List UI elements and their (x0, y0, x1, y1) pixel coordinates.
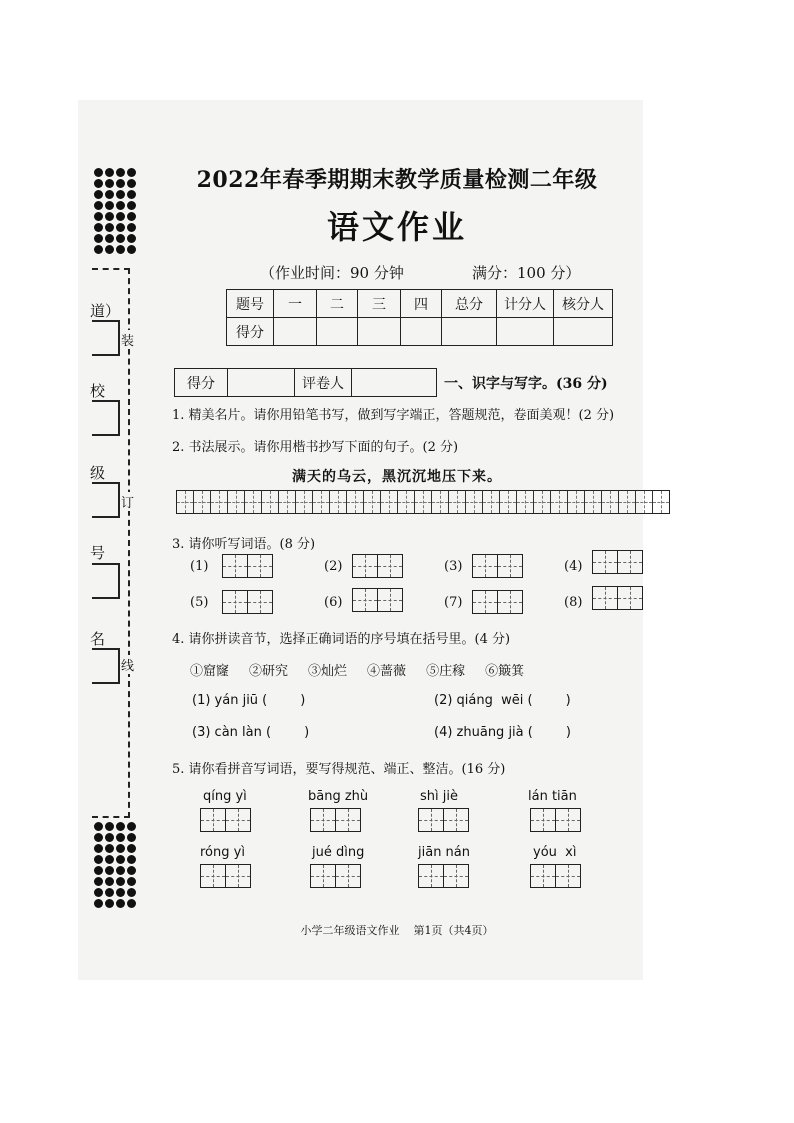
handwriting-cell[interactable] (619, 491, 636, 513)
grader-score-label: 得分 (175, 369, 228, 397)
dictation-label: (1) (190, 559, 209, 574)
pinyin-write-box[interactable] (530, 808, 581, 832)
section-1-title: 一、识字与写字。(36 分) (444, 376, 608, 392)
score-cell[interactable] (554, 318, 613, 346)
binding-char-xian: 线 (121, 655, 134, 674)
time-info: （作业时间：90 分钟 (260, 264, 404, 282)
dictation-box[interactable] (472, 590, 523, 614)
binding-dot (116, 833, 125, 842)
pinyin-write-box[interactable] (310, 864, 361, 888)
binding-char-ding: 订 (121, 492, 134, 511)
side-label-class: 级 (90, 464, 106, 482)
side-box-number[interactable] (92, 563, 120, 599)
binding-dot (127, 866, 136, 875)
handwriting-cell[interactable] (228, 491, 245, 513)
handwriting-cell[interactable] (500, 491, 517, 513)
word-option: ①窟窿 (190, 664, 230, 679)
score-header-cell: 一 (274, 290, 317, 318)
dictation-box[interactable] (592, 586, 643, 610)
score-row-label: 得分 (227, 318, 274, 346)
handwriting-cell[interactable] (517, 491, 534, 513)
score-header-cell: 四 (401, 290, 442, 318)
pinyin-write-box[interactable] (200, 808, 251, 832)
side-box-class[interactable] (92, 482, 120, 518)
dictation-label: (8) (564, 595, 583, 610)
binding-dot (105, 899, 114, 908)
exam-title: 2022年春季期期末教学质量检测二年级 (196, 167, 598, 193)
handwriting-cell[interactable] (262, 491, 279, 513)
handwriting-cell[interactable] (551, 491, 568, 513)
handwriting-cell[interactable] (653, 491, 669, 513)
dictation-box[interactable] (592, 550, 643, 574)
question-5: 5. 请你看拼音写词语，要写得规范、端正、整洁。(16 分) (172, 762, 506, 777)
binding-dot (127, 822, 136, 831)
score-cell[interactable] (497, 318, 554, 346)
binding-dot (127, 844, 136, 853)
score-header-cell: 题号 (227, 290, 274, 318)
handwriting-cell[interactable] (585, 491, 602, 513)
binding-dot (94, 855, 103, 864)
binding-dot (116, 899, 125, 908)
binding-dots-bottom (94, 822, 136, 908)
score-header-cell: 计分人 (497, 290, 554, 318)
side-box-road[interactable] (92, 320, 120, 356)
binding-dot (105, 855, 114, 864)
handwriting-cell[interactable] (313, 491, 330, 513)
pinyin-prompt: qíng yì (203, 789, 247, 804)
pinyin-blank-item[interactable]: (3) càn làn ( ) (192, 725, 310, 740)
dictation-label: (7) (444, 595, 463, 610)
side-label-school: 校 (90, 382, 106, 400)
binding-dot (105, 844, 114, 853)
binding-dot (116, 822, 125, 831)
binding-dot (127, 888, 136, 897)
dictation-box[interactable] (352, 554, 403, 578)
side-box-school[interactable] (92, 400, 120, 436)
handwriting-cell[interactable] (296, 491, 313, 513)
grader-reviewer-cell[interactable] (352, 369, 437, 397)
score-header-cell: 总分 (442, 290, 497, 318)
pinyin-write-box[interactable] (200, 864, 251, 888)
question-2: 2. 书法展示。请你用楷书抄写下面的句子。(2 分) (172, 440, 459, 455)
binding-dot (94, 844, 103, 853)
handwriting-cell[interactable] (347, 491, 364, 513)
pinyin-write-box[interactable] (418, 864, 469, 888)
binding-dot (94, 888, 103, 897)
handwriting-cell[interactable] (449, 491, 466, 513)
word-options (190, 660, 524, 679)
score-table (226, 289, 613, 346)
score-cell[interactable] (317, 318, 358, 346)
binding-dot (116, 844, 125, 853)
pinyin-blank-item[interactable]: (2) qiáng wēi ( ) (434, 693, 571, 708)
handwriting-cell[interactable] (466, 491, 483, 513)
handwriting-cell[interactable] (194, 491, 211, 513)
word-option: ⑥簸箕 (485, 664, 525, 679)
exam-subject: 语文作业 (326, 208, 467, 246)
binding-dot (116, 855, 125, 864)
pinyin-write-box[interactable] (530, 864, 581, 888)
binding-dot (105, 888, 114, 897)
grader-reviewer-label: 评卷人 (295, 369, 352, 397)
handwriting-cell[interactable] (415, 491, 432, 513)
word-option: ④蔷薇 (367, 664, 407, 679)
score-cell[interactable] (442, 318, 497, 346)
handwriting-cell[interactable] (636, 491, 653, 513)
dictation-label: (3) (444, 559, 463, 574)
handwriting-cell[interactable] (534, 491, 551, 513)
binding-dot (94, 877, 103, 886)
pinyin-prompt: bāng zhù (308, 789, 369, 804)
page-footer: 小学二年级语文作业 第1页（共4页） (300, 924, 494, 937)
pinyin-prompt: shì jiè (420, 789, 458, 804)
binding-dot (116, 866, 125, 875)
binding-dot (94, 833, 103, 842)
pinyin-write-box[interactable] (418, 808, 469, 832)
dictation-box[interactable] (352, 588, 403, 612)
pinyin-prompt: róng yì (200, 845, 245, 860)
pinyin-prompt: jué dìng (312, 845, 365, 860)
binding-dot (94, 866, 103, 875)
handwriting-cell[interactable] (568, 491, 585, 513)
score-table-score-row (227, 318, 613, 346)
binding-char-zhuang: 装 (121, 330, 134, 349)
binding-dot (105, 877, 114, 886)
dictation-box[interactable] (222, 590, 273, 614)
handwriting-cell[interactable] (381, 491, 398, 513)
side-label-road: 道） (90, 302, 121, 320)
score-header-cell: 三 (358, 290, 401, 318)
side-label-name: 名 (90, 630, 106, 648)
pinyin-prompt: lán tiān (528, 789, 577, 804)
score-cell[interactable] (358, 318, 401, 346)
dictation-box[interactable] (472, 554, 523, 578)
question-4: 4. 请你拼读音节，选择正确词语的序号填在括号里。(4 分) (172, 632, 511, 647)
dictation-label: (4) (564, 559, 583, 574)
binding-dot (116, 877, 125, 886)
dictation-label: (6) (324, 595, 343, 610)
pinyin-blank-item[interactable]: (1) yán jiū ( ) (192, 693, 306, 708)
handwriting-cell[interactable] (177, 491, 194, 513)
handwriting-cell[interactable] (432, 491, 449, 513)
score-table-header-row (227, 290, 613, 318)
handwriting-cell[interactable] (483, 491, 500, 513)
handwriting-cell[interactable] (245, 491, 262, 513)
handwriting-cell[interactable] (364, 491, 381, 513)
binding-dot (94, 899, 103, 908)
side-label-number: 号 (90, 544, 106, 562)
handwriting-cell[interactable] (330, 491, 347, 513)
binding-dot (116, 888, 125, 897)
dictation-label: (2) (324, 559, 343, 574)
full-score-info: 满分：100 分） (472, 264, 581, 282)
binding-dot (105, 833, 114, 842)
binding-dot (127, 899, 136, 908)
binding-dot (94, 822, 103, 831)
handwriting-grid[interactable] (176, 490, 670, 514)
binding-dot (105, 822, 114, 831)
handwriting-cell[interactable] (602, 491, 619, 513)
grader-score-cell[interactable] (228, 369, 295, 397)
pinyin-write-box[interactable] (310, 808, 361, 832)
handwriting-cell[interactable] (398, 491, 415, 513)
pinyin-blank-item[interactable]: (4) zhuāng jià ( ) (434, 725, 571, 740)
copy-sentence: 满天的乌云，黑沉沉地压下来。 (292, 469, 502, 485)
score-cell[interactable] (401, 318, 442, 346)
pinyin-prompt: jiān nán (418, 845, 471, 860)
handwriting-cell[interactable] (211, 491, 228, 513)
handwriting-cell[interactable] (279, 491, 296, 513)
question-1: 1. 精美名片。请你用铅笔书写，做到写字端正，答题规范，卷面美观！(2 分) (172, 408, 615, 423)
pinyin-prompt: yóu xì (533, 845, 577, 860)
side-box-name[interactable] (92, 648, 120, 684)
word-option: ③灿烂 (308, 664, 348, 679)
grader-box (174, 368, 437, 397)
binding-dot (127, 833, 136, 842)
question-3: 3. 请你听写词语。(8 分) (172, 537, 316, 552)
dictation-label: (5) (190, 595, 209, 610)
score-cell[interactable] (274, 318, 317, 346)
word-option: ⑤庄稼 (426, 664, 466, 679)
binding-dot (105, 866, 114, 875)
score-header-cell: 二 (317, 290, 358, 318)
binding-dot (127, 877, 136, 886)
word-option: ②研究 (249, 664, 289, 679)
binding-dot (127, 855, 136, 864)
dictation-box[interactable] (222, 554, 273, 578)
score-header-cell: 核分人 (554, 290, 613, 318)
